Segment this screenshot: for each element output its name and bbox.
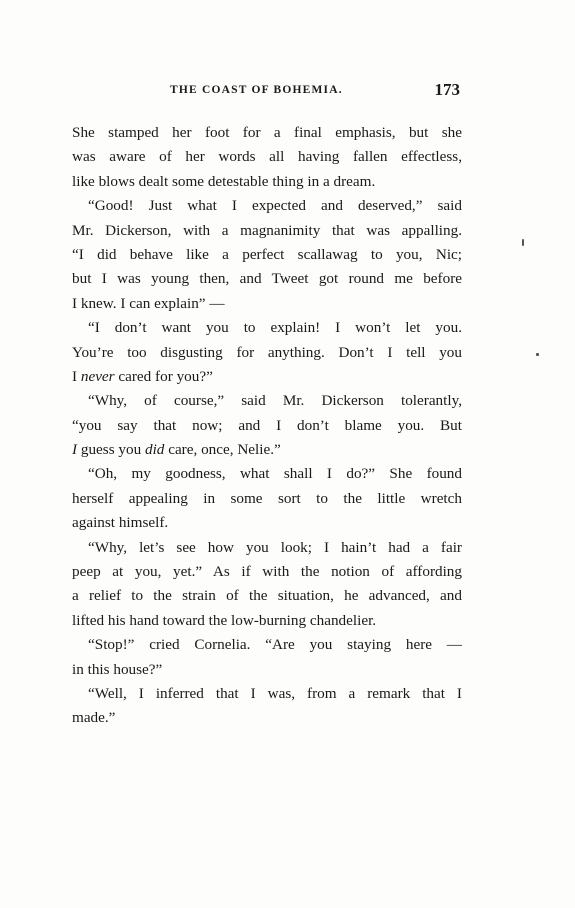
page-number: 173: [434, 80, 460, 99]
body-text: [72, 121, 462, 731]
text-line: “Oh, my goodness, what shall I do?” She found: [88, 465, 462, 483]
paper-speck: [536, 353, 539, 356]
paper-speck: [522, 239, 524, 246]
text-line: “Well, I inferred that I was, from a remark that I: [88, 684, 462, 702]
text-segment: cared for you?”: [114, 367, 213, 385]
text-line: against himself.: [72, 514, 169, 532]
italic-word: I: [72, 441, 78, 459]
text-line: “I don’t want you to explain! I won’t let you.: [88, 319, 462, 337]
text-segment: care, once, Nelie.”: [164, 441, 281, 459]
text-line: peep at you, yet.” As if with the notion of affording: [72, 563, 462, 581]
text-line: She stamped her foot for a final emphasis, but she: [72, 124, 462, 141]
italic-word: never: [80, 367, 115, 385]
text-line: “I did behave like a perfect scallawag to you, Nic;: [72, 245, 462, 263]
running-head: THE COAST OF BOHEMIA.: [170, 84, 343, 96]
text-line: “Why, let’s see how you look; I hain’t had a fair: [88, 538, 462, 556]
text-line: herself appealing in some sort to the little wretch: [72, 489, 462, 507]
italic-word: did: [144, 441, 165, 459]
page-header: [70, 80, 460, 102]
text-line: [72, 365, 462, 389]
text-line: in this house?”: [72, 660, 163, 678]
text-line: [72, 438, 462, 462]
text-line: “Good! Just what I expected and deserved,” said: [88, 197, 462, 215]
text-line: but I was young then, and Tweet got round me before: [72, 270, 462, 288]
text-line: made.”: [72, 709, 116, 727]
text-line: was aware of her words all having fallen effectless,: [72, 148, 462, 166]
text-line: You’re too disgusting for anything. Don’t I tell you: [72, 343, 462, 361]
text-line: like blows dealt some detestable thing in a dream.: [72, 172, 376, 190]
text-line: a relief to the strain of the situation, he advanced, and: [72, 587, 462, 605]
text-line: I knew. I can explain” —: [72, 294, 225, 312]
text-segment: guess you: [77, 441, 145, 459]
text-line: “Why, of course,” said Mr. Dickerson tolerantly,: [88, 392, 462, 410]
text-line: “you say that now; and I don’t blame you. But: [72, 416, 462, 434]
text-line: “Stop!” cried Cornelia. “Are you staying here —: [88, 636, 462, 654]
text-line: lifted his hand toward the low-burning chandelier.: [72, 611, 377, 629]
text-line: Mr. Dickerson, with a magnanimity that was appalling.: [72, 221, 462, 239]
text-segment: I: [72, 367, 81, 385]
